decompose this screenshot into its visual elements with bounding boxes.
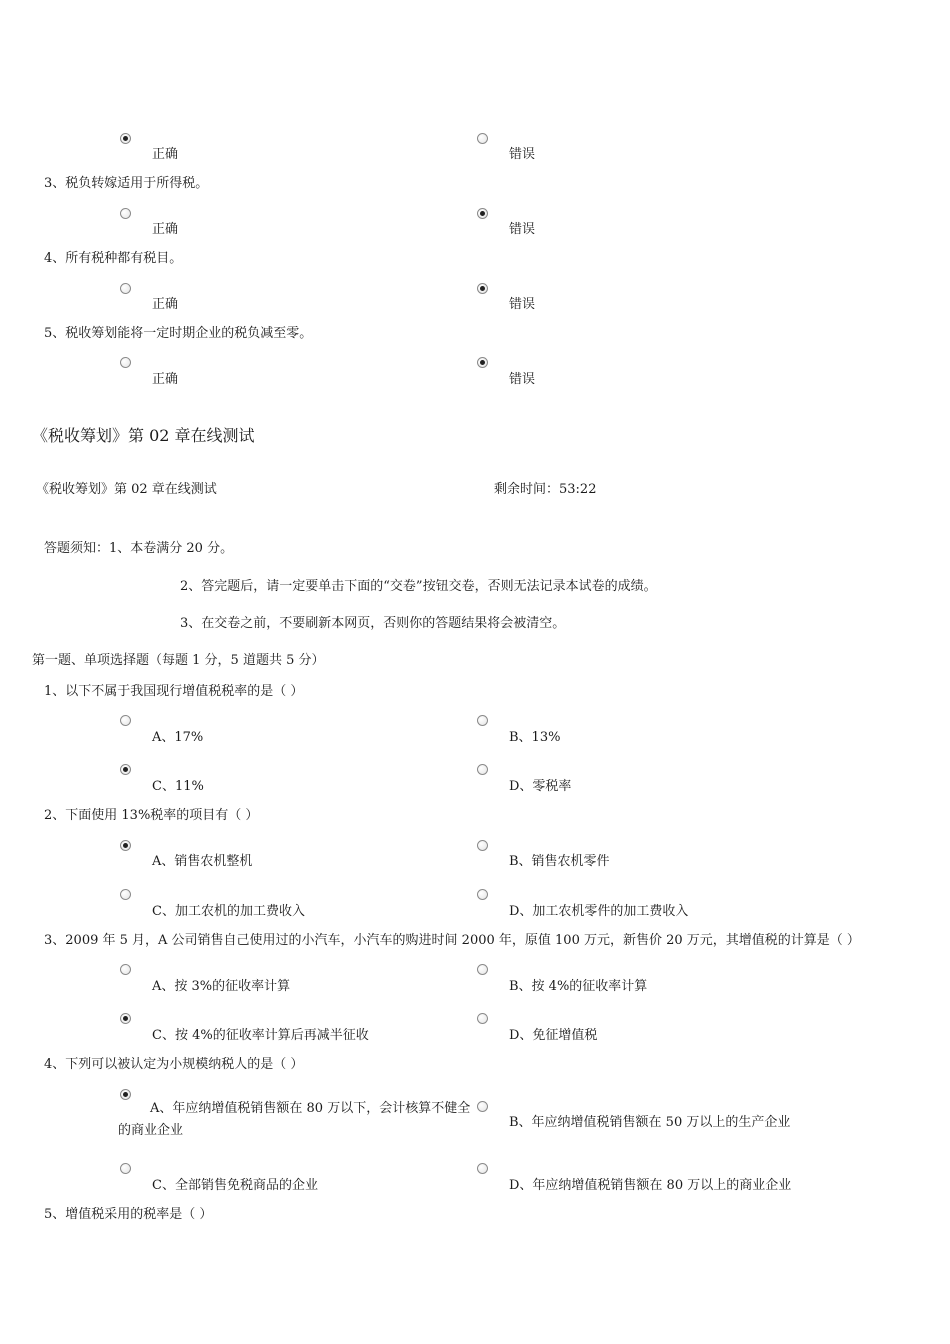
timer-label: 剩余时间：53:22 — [494, 482, 597, 497]
test-header-title: 《税收筹划》第 02 章在线测试 — [36, 482, 217, 497]
q2-text: 2、下面使用 13%税率的项目有（ ） — [44, 808, 259, 823]
q2-radio-d[interactable] — [477, 889, 488, 900]
prev-q2-label-wrong: 错误 — [509, 147, 536, 162]
prev-q4-radio-wrong[interactable] — [477, 283, 488, 294]
section-title: 第一题、单项选择题（每题 1 分，5 道题共 5 分） — [32, 653, 325, 668]
prev-q4-radio-correct[interactable] — [120, 283, 131, 294]
q2-option-d: D、加工农机零件的加工费收入 — [509, 904, 689, 919]
q4-radio-c[interactable] — [120, 1163, 131, 1174]
prev-q4-label-correct: 正确 — [152, 297, 179, 312]
q3-radio-c[interactable] — [120, 1013, 131, 1024]
q3-option-d: D、免征增值税 — [509, 1028, 598, 1043]
q4-option-d: D、年应纳增值税销售额在 80 万以上的商业企业 — [509, 1178, 792, 1193]
q5-text: 5、增值税采用的税率是（ ） — [44, 1207, 213, 1222]
prev-q4-label-wrong: 错误 — [509, 297, 536, 312]
prev-q3-radio-wrong[interactable] — [477, 208, 488, 219]
q3-radio-b[interactable] — [477, 964, 488, 975]
q4-option-a: A、年应纳增值税销售额在 80 万以下，会计核算不健全的商业企业 — [118, 1101, 471, 1138]
q2-option-b: B、销售农机零件 — [509, 854, 610, 869]
q1-option-d: D、零税率 — [509, 779, 572, 794]
q2-option-a: A、销售农机整机 — [152, 854, 253, 869]
q4-radio-b[interactable] — [477, 1101, 488, 1112]
prev-q5-radio-correct[interactable] — [120, 357, 131, 368]
prev-q3-label-wrong: 错误 — [509, 222, 536, 237]
q1-radio-b[interactable] — [477, 715, 488, 726]
q1-radio-d[interactable] — [477, 764, 488, 775]
q4-radio-d[interactable] — [477, 1163, 488, 1174]
prev-q5-radio-wrong[interactable] — [477, 357, 488, 368]
prev-q2-radio-correct[interactable] — [120, 133, 131, 144]
q4-text: 4、下列可以被认定为小规模纳税人的是（ ） — [44, 1057, 304, 1072]
q2-radio-c[interactable] — [120, 889, 131, 900]
notice-1: 答题须知：1、本卷满分 20 分。 — [44, 541, 234, 556]
notice-3: 3、在交卷之前，不要刷新本网页，否则你的答题结果将会被清空。 — [180, 616, 566, 631]
q3-radio-d[interactable] — [477, 1013, 488, 1024]
notice-2: 2、答完题后，请一定要单击下面的“交卷”按钮交卷，否则无法记录本试卷的成绩。 — [180, 579, 657, 594]
q2-radio-a[interactable] — [120, 840, 131, 851]
q3-option-a: A、按 3%的征收率计算 — [152, 979, 291, 994]
prev-q3-text: 3、税负转嫁适用于所得税。 — [44, 176, 209, 191]
prev-q5-label-correct: 正确 — [152, 372, 179, 387]
prev-q3-label-correct: 正确 — [152, 222, 179, 237]
q1-option-c: C、11% — [152, 779, 204, 794]
q3-text: 3、2009 年 5 月，A 公司销售自己使用过的小汽车，小汽车的购进时间 2000 年，原值 100 万元，新售价 20 万元，其增值税的计算是（ ） — [44, 933, 860, 948]
q1-radio-a[interactable] — [120, 715, 131, 726]
prev-q4-text: 4、所有税种都有税目。 — [44, 251, 183, 266]
q2-option-c: C、加工农机的加工费收入 — [152, 904, 305, 919]
q4-option-b: B、年应纳增值税销售额在 50 万以上的生产企业 — [509, 1115, 791, 1130]
q1-radio-c[interactable] — [120, 764, 131, 775]
prev-q5-text: 5、税收筹划能将一定时期企业的税负减至零。 — [44, 326, 313, 341]
q3-option-b: B、按 4%的征收率计算 — [509, 979, 648, 994]
q1-text: 1、以下不属于我国现行增值税税率的是（ ） — [44, 684, 304, 699]
page-title: 《税收筹划》第 02 章在线测试 — [32, 426, 255, 445]
q1-option-a: A、17% — [152, 730, 204, 745]
q3-radio-a[interactable] — [120, 964, 131, 975]
q3-option-c: C、按 4%的征收率计算后再减半征收 — [152, 1028, 369, 1043]
q1-option-b: B、13% — [509, 730, 561, 745]
q2-radio-b[interactable] — [477, 840, 488, 851]
q4-option-c: C、全部销售免税商品的企业 — [152, 1178, 318, 1193]
prev-q3-radio-correct[interactable] — [120, 208, 131, 219]
prev-q2-label-correct: 正确 — [152, 147, 179, 162]
prev-q5-label-wrong: 错误 — [509, 372, 536, 387]
prev-q2-radio-wrong[interactable] — [477, 133, 488, 144]
